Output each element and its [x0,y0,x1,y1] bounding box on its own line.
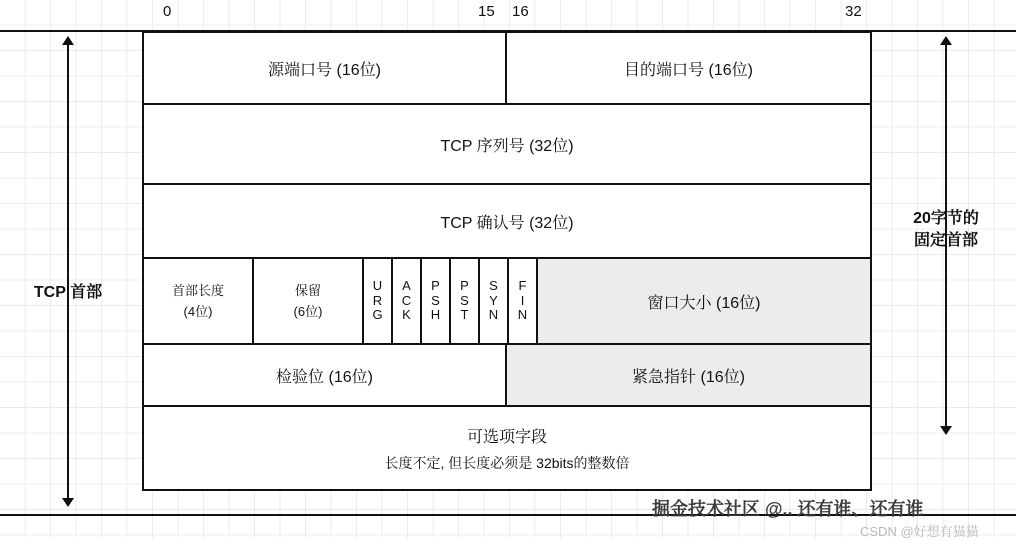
flag-psh-c3: H [430,307,441,323]
right-annotation-label [890,208,1002,251]
flag-pst-c3: T [460,307,469,323]
cell-flag-pst [451,259,480,343]
cell-urgent-pointer: 紧急指针 (16位) [507,345,870,405]
flag-psh-c1: P [431,278,440,294]
right-arrow-head-bottom [940,426,952,435]
cell-source-port: 源端口号 (16位) [144,33,507,103]
options-title: 可选项字段 [466,428,547,446]
ruler-tick-15: 15 [478,3,495,20]
tcp-header-table [142,31,872,491]
cell-acknowledgement-number: TCP 确认号 (32位) [440,214,574,232]
row-ports [144,33,870,105]
cell-flag-psh [422,259,451,343]
ruler-tick-32: 32 [845,3,862,20]
cell-flag-fin [509,259,538,343]
flag-pst-c2: S [460,292,469,308]
cell-sequence-number: TCP 序列号 (32位) [440,137,574,155]
flag-psh-c2: S [431,292,440,308]
header-length-name: 首部长度 [171,282,224,298]
flag-fin-c2: I [520,292,525,308]
right-arrow-head-top [940,36,952,45]
cell-checksum: 检验位 (16位) [144,345,507,405]
watermark-csdn: CSDN @好想有猫猫 [860,524,979,539]
row-acknowledgement-number [144,185,870,259]
ruler-tick-0: 0 [163,3,172,20]
flag-syn-c2: Y [489,292,498,308]
cell-reserved [254,259,364,343]
reserved-name: 保留 [294,282,321,298]
left-annotation-label: TCP 首部 [33,284,103,301]
options-subtitle: 长度不定, 但长度必须是 32bits的整数倍 [384,454,630,471]
flag-syn-c1: S [489,278,498,294]
flag-fin-c3: N [517,307,528,323]
reserved-bits: (6位) [293,303,323,319]
cell-flag-syn [480,259,509,343]
row-checksum [144,345,870,407]
left-arrow-head-bottom [62,498,74,507]
flag-syn-c3: N [488,307,499,323]
flag-urg-c3: G [372,307,383,323]
cell-options [144,407,870,489]
flag-urg-c1: U [372,278,383,294]
right-annotation-line1: 20字节的 [913,210,979,227]
flag-urg-c2: R [372,292,383,308]
ruler-tick-16: 16 [512,3,529,20]
right-annotation-line2: 固定首部 [913,231,978,249]
left-arrow-head-top [62,36,74,45]
watermark-juejin: 掘金技术社区 @.. 还有谁、还有谁 [652,499,924,519]
left-arrow-shaft [67,45,69,498]
cell-header-length [144,259,254,343]
cell-flag-urg [364,259,393,343]
cell-destination-port: 目的端口号 (16位) [624,61,753,79]
row-flags [144,259,870,345]
flag-ack-c1: A [402,278,411,294]
cell-flag-ack [393,259,422,343]
flag-ack-c2: C [401,292,412,308]
flag-fin-c1: F [518,278,527,294]
cell-window-size: 窗口大小 (16位) [538,259,870,343]
header-length-bits: (4位) [183,303,213,319]
flag-pst-c1: P [460,278,469,294]
flag-ack-c3: K [402,307,411,323]
row-sequence-number [144,105,870,185]
row-options [144,407,870,489]
